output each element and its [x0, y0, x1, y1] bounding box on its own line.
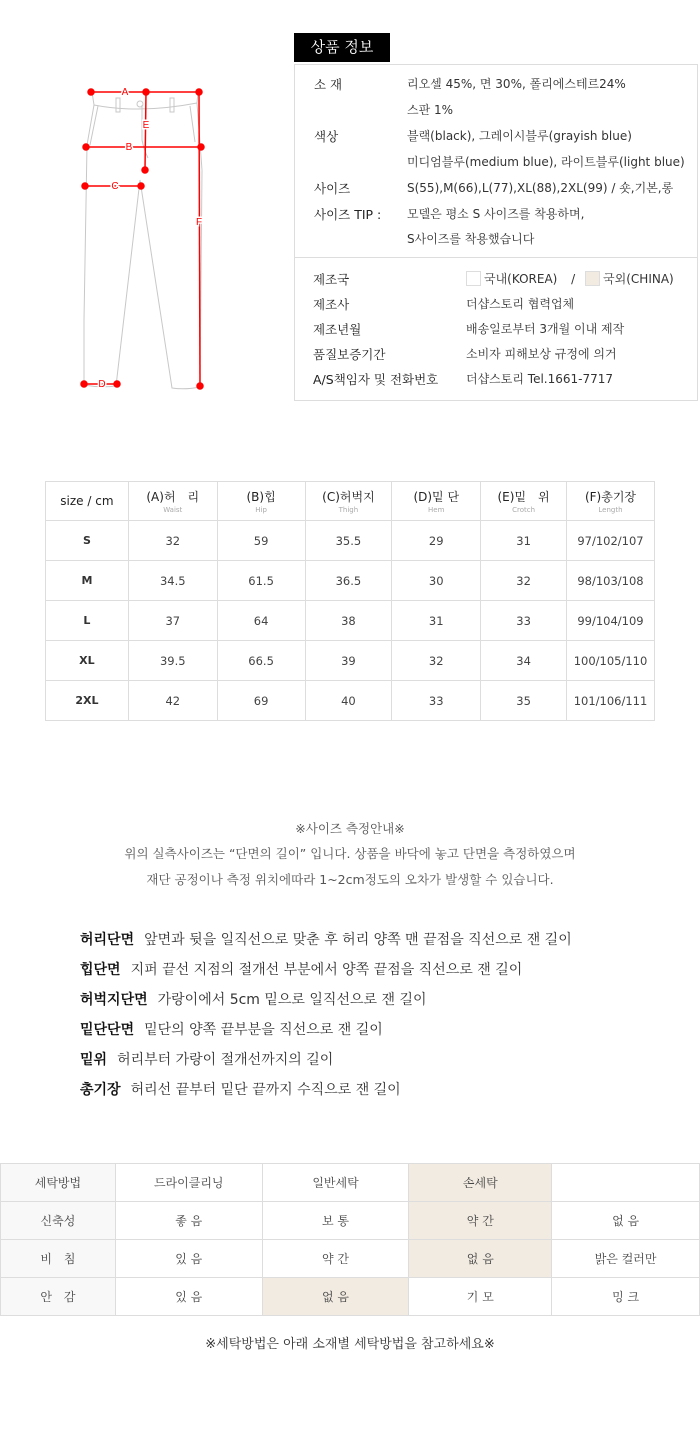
column-header — [566, 482, 654, 521]
care-cell: 좋 음 — [115, 1202, 262, 1240]
table-row — [1, 1202, 700, 1240]
definition-item — [80, 989, 427, 1009]
care-cell: 없 음 — [262, 1278, 409, 1316]
header-ko: (E)밑 위 — [497, 490, 550, 504]
corner-cell: size / cm — [46, 482, 129, 521]
care-cell: 일반세탁 — [262, 1164, 409, 1202]
definition-term: 허리단면 — [80, 932, 135, 948]
value-cell: 38 — [305, 601, 392, 641]
definition-desc: 허리부터 가랑이 절개선까지의 길이 — [117, 1052, 334, 1068]
header-en: Length — [598, 506, 623, 514]
value-cell: 32 — [128, 521, 217, 561]
header-en: Thigh — [338, 506, 359, 514]
info-label: 소 재 — [314, 77, 343, 92]
info-value: S(55),M(66),L(77),XL(88),2XL(99) / 숏,기본,롱 — [407, 181, 674, 195]
care-table — [0, 1163, 700, 1316]
column-header — [305, 482, 392, 521]
info-value: 소비자 피해보상 규정에 의거 — [466, 347, 617, 361]
definition-desc: 가랑이에서 5cm 밑으로 일직선으로 잰 길이 — [157, 992, 427, 1008]
korea-label: 국내(KOREA) — [484, 272, 558, 286]
value-cell: 35.5 — [305, 521, 392, 561]
divider — [294, 257, 698, 258]
definition-term: 총기장 — [80, 1082, 121, 1098]
value-cell: 29 — [392, 521, 481, 561]
care-cell: 밝은 컬러만 — [552, 1240, 700, 1278]
label-d: D — [98, 379, 106, 390]
value-cell: 37 — [128, 601, 217, 641]
definition-desc: 지퍼 끝선 지점의 절개선 부분에서 양쪽 끝점을 직선으로 잰 길이 — [130, 962, 523, 978]
header-en: Crotch — [512, 506, 536, 514]
separator: / — [571, 272, 576, 286]
info-value: 모델은 평소 S 사이즈를 착용하며, — [407, 207, 585, 221]
definition-term: 밑단단면 — [80, 1022, 135, 1038]
info-value: 스판 1% — [407, 103, 454, 117]
definition-term: 밑위 — [80, 1052, 108, 1068]
info-title: 상품 정보 — [294, 33, 390, 62]
value-cell: 98/103/108 — [566, 561, 654, 601]
table-row — [46, 521, 655, 561]
value-cell: 32 — [481, 561, 567, 601]
value-cell: 42 — [128, 681, 217, 721]
value-cell: 97/102/107 — [566, 521, 654, 561]
header-en: Hem — [428, 506, 445, 514]
care-cell: 드라이클리닝 — [115, 1164, 262, 1202]
care-cell: 약 간 — [262, 1240, 409, 1278]
definition-item — [80, 929, 572, 949]
size-notes-line: 위의 실측사이즈는 “단면의 길이” 입니다. 상품을 바닥에 놓고 단면을 측정하였으며 — [124, 846, 576, 861]
column-header — [128, 482, 217, 521]
info-label: 사이즈 — [314, 181, 351, 196]
care-cell: 있 음 — [115, 1240, 262, 1278]
care-cell: 없 음 — [552, 1202, 700, 1240]
value-cell: 33 — [392, 681, 481, 721]
value-cell: 30 — [392, 561, 481, 601]
value-cell: 64 — [217, 601, 305, 641]
value-cell: 39.5 — [128, 641, 217, 681]
definition-item — [80, 959, 522, 979]
info-label: 제조년월 — [313, 322, 362, 337]
care-cell: 기 모 — [409, 1278, 552, 1316]
size-cell: L — [46, 601, 129, 641]
definition-term: 허벅지단면 — [80, 992, 148, 1008]
value-cell: 99/104/109 — [566, 601, 654, 641]
info-value: 더샵스토리 협력업체 — [466, 297, 575, 311]
value-cell: 61.5 — [217, 561, 305, 601]
china-label: 국외(CHINA) — [603, 272, 674, 286]
size-table — [45, 481, 655, 721]
label-a: A — [121, 87, 129, 98]
info-value: 블랙(black), 그레이시블루(grayish blue) — [407, 129, 632, 143]
care-cell: 없 음 — [409, 1240, 552, 1278]
table-row — [46, 681, 655, 721]
value-cell: 32 — [392, 641, 481, 681]
info-label: A/S책임자 및 전화번호 — [313, 372, 439, 387]
label-f: F — [195, 217, 203, 228]
care-row-label: 신축성 — [1, 1202, 116, 1240]
table-row — [46, 601, 655, 641]
definition-item — [80, 1049, 333, 1069]
label-e: E — [142, 120, 150, 131]
value-cell: 31 — [481, 521, 567, 561]
korea-checkbox — [466, 271, 481, 286]
table-row — [1, 1240, 700, 1278]
info-label: 색상 — [314, 129, 339, 144]
value-cell: 31 — [392, 601, 481, 641]
pants-measurement-diagram — [60, 70, 220, 400]
info-label: 품질보증기간 — [313, 347, 386, 362]
care-cell: 손세탁 — [409, 1164, 552, 1202]
value-cell: 100/105/110 — [566, 641, 654, 681]
care-row-label: 세탁방법 — [1, 1164, 116, 1202]
info-value: 미디엄블루(medium blue), 라이트블루(light blue) — [407, 155, 685, 169]
info-value: 리오셀 45%, 면 30%, 폴리에스테르24% — [407, 77, 626, 91]
care-row-label: 안 감 — [1, 1278, 116, 1316]
value-cell: 34.5 — [128, 561, 217, 601]
value-cell: 69 — [217, 681, 305, 721]
size-header-row — [46, 482, 655, 521]
info-label: 제조사 — [313, 297, 350, 312]
info-value: S사이즈를 착용했습니다 — [407, 232, 535, 246]
column-header — [217, 482, 305, 521]
china-checkbox — [585, 271, 600, 286]
definition-desc: 앞면과 뒷을 일직선으로 맞춘 후 허리 양쪽 맨 끝점을 직선으로 잰 길이 — [144, 932, 572, 948]
info-label: 사이즈 TIP : — [314, 207, 382, 222]
header-ko: (C)허벅지 — [322, 490, 375, 504]
value-cell: 101/106/111 — [566, 681, 654, 721]
table-row — [1, 1164, 700, 1202]
column-header — [481, 482, 567, 521]
value-cell: 33 — [481, 601, 567, 641]
size-cell: S — [46, 521, 129, 561]
value-cell: 59 — [217, 521, 305, 561]
value-cell: 36.5 — [305, 561, 392, 601]
care-cell: 약 간 — [409, 1202, 552, 1240]
definition-desc: 허리선 끝부터 밑단 끝까지 수직으로 잰 길이 — [130, 1082, 401, 1098]
header-ko: (B)힙 — [246, 490, 276, 504]
care-cell: 있 음 — [115, 1278, 262, 1316]
care-cell — [552, 1164, 700, 1202]
header-ko: (D)밑 단 — [413, 490, 460, 504]
value-cell: 66.5 — [217, 641, 305, 681]
value-cell: 40 — [305, 681, 392, 721]
definition-item — [80, 1079, 401, 1099]
column-header — [392, 482, 481, 521]
size-cell: XL — [46, 641, 129, 681]
label-c: C — [111, 181, 119, 192]
size-notes-title: ※사이즈 측정안내※ — [295, 821, 405, 836]
value-cell: 34 — [481, 641, 567, 681]
definition-term: 힙단면 — [80, 962, 121, 978]
care-footer-note: ※세탁방법은 아래 소재별 세탁방법을 참고하세요※ — [205, 1337, 495, 1352]
header-en: Waist — [163, 506, 183, 514]
header-ko: (F)총기장 — [584, 490, 637, 504]
header-en: Hip — [255, 506, 267, 514]
definition-desc: 밑단의 양쪽 끝부분을 직선으로 잰 길이 — [144, 1022, 383, 1038]
origin-value — [466, 270, 674, 287]
origin-label: 제조국 — [313, 272, 350, 287]
label-b: B — [125, 142, 133, 153]
definition-item — [80, 1019, 383, 1039]
table-row — [1, 1278, 700, 1316]
info-value: 더샵스토리 Tel.1661-7717 — [466, 372, 614, 386]
care-cell: 보 통 — [262, 1202, 409, 1240]
size-cell: 2XL — [46, 681, 129, 721]
info-value: 배송일로부터 3개월 이내 제작 — [466, 322, 625, 336]
size-notes-line: 재단 공정이나 측정 위치에따라 1~2cm정도의 오차가 발생할 수 있습니다. — [146, 872, 554, 887]
header-ko: (A)허 리 — [146, 490, 200, 504]
care-cell: 밍 크 — [552, 1278, 700, 1316]
care-row-label: 비 침 — [1, 1240, 116, 1278]
table-row — [46, 641, 655, 681]
value-cell: 35 — [481, 681, 567, 721]
value-cell: 39 — [305, 641, 392, 681]
table-row — [46, 561, 655, 601]
size-cell: M — [46, 561, 129, 601]
